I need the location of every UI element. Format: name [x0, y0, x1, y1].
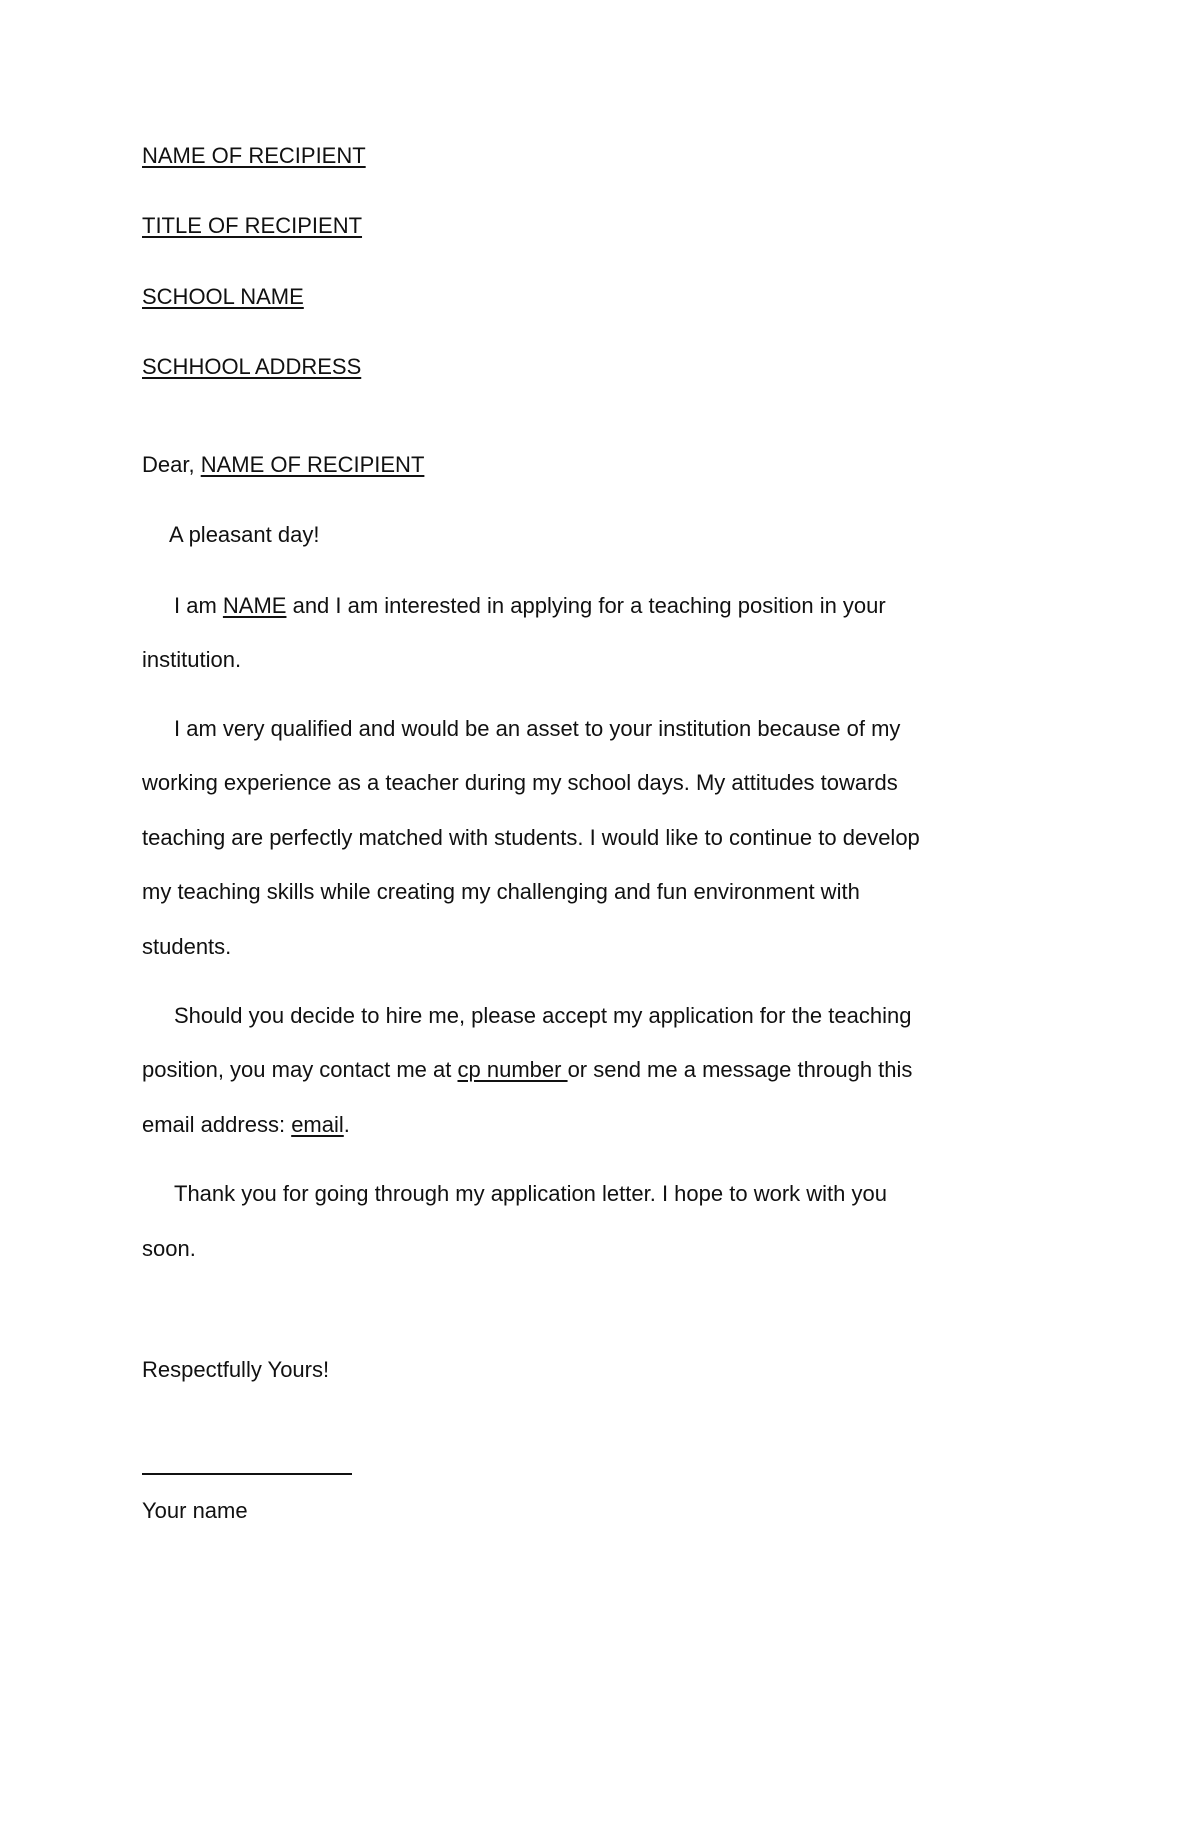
greeting: A pleasant day! [169, 522, 320, 547]
paragraph-3-line-3 [142, 1111, 350, 1139]
paragraph-4-line-2: soon. [142, 1236, 196, 1261]
applicant-name-field: NAME [222, 593, 287, 618]
recipient-name: NAME OF RECIPIENT [142, 143, 366, 168]
phone-number-field: cp number [457, 1057, 568, 1082]
signature-name: Your name [142, 1498, 248, 1523]
p3-line2-post: or send me a message through this [567, 1057, 913, 1082]
paragraph-1-line-1 [174, 592, 886, 620]
p1-text-pre: I am [174, 593, 223, 618]
closing: Respectfully Yours! [142, 1357, 330, 1382]
paragraph-2-line-1: I am very qualified and would be an asset to your institution because of my [174, 716, 901, 741]
p3-line3-pre: email address: [142, 1112, 292, 1137]
paragraph-1-line-2: institution. [142, 647, 242, 672]
school-address: SCHHOOL ADDRESS [142, 354, 362, 379]
paragraph-3-line-1: Should you decide to hire me, please accept my application for the teaching [174, 1003, 912, 1028]
p1-text-post: and I am interested in applying for a teaching position in your [286, 593, 886, 618]
p3-line2-pre: position, you may contact me at [142, 1057, 458, 1082]
paragraph-3-line-2 [142, 1056, 912, 1084]
salutation-prefix: Dear, [142, 452, 201, 477]
school-name: SCHOOL NAME [142, 284, 304, 309]
email-field: email [291, 1112, 344, 1137]
signature-line [142, 1473, 352, 1475]
p3-line3-post: . [343, 1112, 350, 1137]
paragraph-2-line-5: students. [142, 934, 232, 959]
salutation-recipient-name: NAME OF RECIPIENT [200, 452, 425, 477]
paragraph-2-line-2: working experience as a teacher during my school days. My attitudes towards [142, 770, 898, 795]
salutation [142, 451, 424, 479]
recipient-title: TITLE OF RECIPIENT [142, 213, 363, 238]
paragraph-4-line-1: Thank you for going through my application letter. I hope to work with you [174, 1181, 887, 1206]
paragraph-2-line-3: teaching are perfectly matched with students. I would like to continue to develop [142, 825, 920, 850]
paragraph-2-line-4: my teaching skills while creating my challenging and fun environment with [142, 879, 860, 904]
